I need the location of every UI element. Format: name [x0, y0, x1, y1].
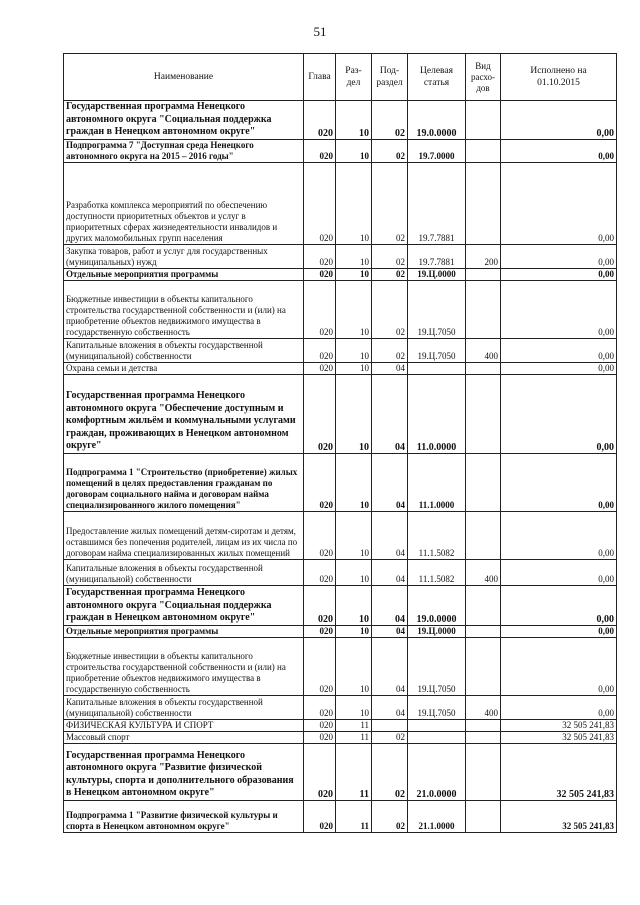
row-podrazdel: 04 — [372, 637, 408, 695]
row-vid — [466, 743, 501, 800]
row-glava: 020 — [304, 559, 336, 585]
row-podrazdel: 04 — [372, 695, 408, 719]
row-razdel: 10 — [336, 559, 372, 585]
row-name: Государственная программа Ненецкого автономного округа "Развитие физической культуры, спорта и дополнительного образования в Ненецком автономном округе" — [64, 743, 304, 800]
header-ispolneno: Исполнено на 01.10.2015 — [501, 54, 617, 101]
row-glava: 020 — [304, 374, 336, 453]
row-vid — [466, 511, 501, 559]
row-razdel: 10 — [336, 511, 372, 559]
row-name: Охрана семьи и детства — [64, 362, 304, 374]
row-vid: 200 — [466, 244, 501, 268]
row-statya: 21.0.0000 — [408, 743, 466, 800]
row-podrazdel: 04 — [372, 374, 408, 453]
row-name: Государственная программа Ненецкого автономного округа "Обеспечение доступным и комфортным жильём и коммунальными услугами граждан, проживающих в Ненецком автономном округе" — [64, 374, 304, 453]
row-vid — [466, 719, 501, 731]
row-glava: 020 — [304, 139, 336, 162]
row-statya — [408, 719, 466, 731]
row-vid — [466, 280, 501, 338]
table-row — [64, 338, 617, 362]
row-razdel: 11 — [336, 800, 372, 832]
table-row — [64, 101, 617, 140]
row-glava: 020 — [304, 101, 336, 140]
header-glava: Глава — [304, 54, 336, 101]
row-value: 0,00 — [501, 374, 617, 453]
budget-table — [63, 53, 617, 833]
row-glava: 020 — [304, 511, 336, 559]
row-name: Капитальные вложения в объекты государственной (муниципальной) собственности — [64, 559, 304, 585]
row-statya — [408, 362, 466, 374]
row-vid — [466, 362, 501, 374]
row-value: 32 505 241,83 — [501, 743, 617, 800]
row-podrazdel: 02 — [372, 139, 408, 162]
row-statya: 19.Ц.0000 — [408, 268, 466, 280]
row-podrazdel: 02 — [372, 244, 408, 268]
row-name: Отдельные мероприятия программы — [64, 268, 304, 280]
row-statya: 11.1.5082 — [408, 559, 466, 585]
row-vid — [466, 374, 501, 453]
table-row — [64, 625, 617, 637]
row-value: 0,00 — [501, 268, 617, 280]
header-name: Наименование — [64, 54, 304, 101]
row-value: 0,00 — [501, 280, 617, 338]
row-vid — [466, 800, 501, 832]
row-razdel: 11 — [336, 743, 372, 800]
row-statya: 21.1.0000 — [408, 800, 466, 832]
row-razdel: 10 — [336, 338, 372, 362]
row-razdel: 11 — [336, 719, 372, 731]
row-value: 0,00 — [501, 101, 617, 140]
row-razdel: 10 — [336, 244, 372, 268]
row-statya: 19.7.7881 — [408, 162, 466, 244]
row-podrazdel: 02 — [372, 338, 408, 362]
row-glava: 020 — [304, 268, 336, 280]
row-vid — [466, 162, 501, 244]
row-vid: 400 — [466, 695, 501, 719]
table-row — [64, 559, 617, 585]
row-razdel: 10 — [336, 637, 372, 695]
row-statya — [408, 731, 466, 743]
row-glava: 020 — [304, 695, 336, 719]
row-value: 0,00 — [501, 453, 617, 511]
row-name: Подпрограмма 1 "Строительство (приобретение) жилых помещений в целях предоставления гражданам по договорам социального найма и договорам найма специализированного жилого помещения" — [64, 453, 304, 511]
table-row — [64, 280, 617, 338]
row-statya: 11.1.5082 — [408, 511, 466, 559]
row-name: Разработка комплекса мероприятий по обеспечению доступности приоритетных объектов и услуг в приоритетных сферах жизнедеятельности инвалидов и других маломобильных групп населения — [64, 162, 304, 244]
row-razdel: 10 — [336, 280, 372, 338]
row-value: 0,00 — [501, 511, 617, 559]
row-razdel: 10 — [336, 625, 372, 637]
row-statya: 19.Ц.7050 — [408, 280, 466, 338]
row-value: 32 505 241,83 — [501, 800, 617, 832]
row-glava: 020 — [304, 719, 336, 731]
row-razdel: 10 — [336, 585, 372, 625]
row-vid: 400 — [466, 559, 501, 585]
row-statya: 11.1.0000 — [408, 453, 466, 511]
row-glava: 020 — [304, 800, 336, 832]
row-name: Предоставление жилых помещений детям-сиротам и детям, оставшимся без попечения родителей, лицам из их числа по договорам найма специализированных жилых помещений — [64, 511, 304, 559]
table-row — [64, 743, 617, 800]
row-razdel: 11 — [336, 731, 372, 743]
row-razdel: 10 — [336, 374, 372, 453]
row-podrazdel: 02 — [372, 731, 408, 743]
row-glava: 020 — [304, 244, 336, 268]
row-podrazdel: 04 — [372, 453, 408, 511]
row-name: Капитальные вложения в объекты государственной (муниципальной) собственности — [64, 338, 304, 362]
page-number: 51 — [313, 24, 327, 39]
row-glava: 020 — [304, 162, 336, 244]
table-row — [64, 695, 617, 719]
row-podrazdel: 04 — [372, 559, 408, 585]
row-glava: 020 — [304, 731, 336, 743]
row-name: Подпрограмма 7 "Доступная среда Ненецкого автономного округа на 2015 – 2016 годы" — [64, 139, 304, 162]
row-razdel: 10 — [336, 101, 372, 140]
table-row — [64, 162, 617, 244]
table-row — [64, 585, 617, 625]
row-value: 0,00 — [501, 244, 617, 268]
row-vid — [466, 585, 501, 625]
row-podrazdel: 04 — [372, 625, 408, 637]
row-value: 0,00 — [501, 162, 617, 244]
row-podrazdel: 04 — [372, 585, 408, 625]
table-row — [64, 800, 617, 832]
header-vid: Вид расхо- дов — [466, 54, 501, 101]
row-vid — [466, 268, 501, 280]
row-value: 0,00 — [501, 625, 617, 637]
row-value: 32 505 241,83 — [501, 731, 617, 743]
row-podrazdel: 02 — [372, 280, 408, 338]
row-name: Подпрограмма 1 "Развитие физической культуры и спорта в Ненецком автономном округе" — [64, 800, 304, 832]
row-name: Государственная программа Ненецкого автономного округа "Социальная поддержка граждан в Ненецком автономном округе" — [64, 585, 304, 625]
table-row — [64, 511, 617, 559]
row-razdel: 10 — [336, 162, 372, 244]
table-row — [64, 374, 617, 453]
row-glava: 020 — [304, 637, 336, 695]
row-podrazdel: 04 — [372, 362, 408, 374]
row-name: Бюджетные инвестиции в объекты капитального строительства государственной собственности и (или) на приобретение объектов недвижимого имущества в государственную собственность — [64, 637, 304, 695]
row-vid — [466, 731, 501, 743]
row-value: 0,00 — [501, 139, 617, 162]
row-podrazdel: 02 — [372, 800, 408, 832]
row-statya: 19.0.0000 — [408, 101, 466, 140]
row-vid: 400 — [466, 338, 501, 362]
table-row — [64, 731, 617, 743]
header-razdel: Раз- дел — [336, 54, 372, 101]
row-statya: 19.Ц.7050 — [408, 695, 466, 719]
row-statya: 11.0.0000 — [408, 374, 466, 453]
row-vid — [466, 101, 501, 140]
row-podrazdel: 02 — [372, 743, 408, 800]
row-glava: 020 — [304, 338, 336, 362]
table-row — [64, 244, 617, 268]
row-glava: 020 — [304, 625, 336, 637]
row-name: Капитальные вложения в объекты государственной (муниципальной) собственности — [64, 695, 304, 719]
row-name: Закупка товаров, работ и услуг для государственных (муниципальных) нужд — [64, 244, 304, 268]
row-statya: 19.Ц.7050 — [408, 637, 466, 695]
row-glava: 020 — [304, 743, 336, 800]
table-row — [64, 362, 617, 374]
row-name: Массовый спорт — [64, 731, 304, 743]
row-razdel: 10 — [336, 695, 372, 719]
row-podrazdel: 02 — [372, 268, 408, 280]
row-glava: 020 — [304, 362, 336, 374]
row-razdel: 10 — [336, 453, 372, 511]
row-name: Отдельные мероприятия программы — [64, 625, 304, 637]
row-podrazdel — [372, 719, 408, 731]
row-glava: 020 — [304, 280, 336, 338]
row-value: 0,00 — [501, 585, 617, 625]
row-podrazdel: 02 — [372, 101, 408, 140]
row-razdel: 10 — [336, 362, 372, 374]
table-header-row — [64, 54, 617, 101]
row-statya: 19.Ц.7050 — [408, 338, 466, 362]
row-razdel: 10 — [336, 139, 372, 162]
row-name: Бюджетные инвестиции в объекты капитального строительства государственной собственности и (или) на приобретение объектов недвижимого имущества в государственную собственность — [64, 280, 304, 338]
row-statya: 19.7.7881 — [408, 244, 466, 268]
row-podrazdel: 02 — [372, 162, 408, 244]
row-name: ФИЗИЧЕСКАЯ КУЛЬТУРА И СПОРТ — [64, 719, 304, 731]
row-podrazdel: 04 — [372, 511, 408, 559]
header-statya: Целевая статья — [408, 54, 466, 101]
header-podrazdel: Под- раздел — [372, 54, 408, 101]
row-value: 0,00 — [501, 637, 617, 695]
row-value: 0,00 — [501, 559, 617, 585]
table-row — [64, 139, 617, 162]
row-name: Государственная программа Ненецкого автономного округа "Социальная поддержка граждан в Ненецком автономном округе" — [64, 101, 304, 140]
row-glava: 020 — [304, 453, 336, 511]
table-row — [64, 268, 617, 280]
row-vid — [466, 453, 501, 511]
row-value: 32 505 241,83 — [501, 719, 617, 731]
row-statya: 19.7.0000 — [408, 139, 466, 162]
table-row — [64, 637, 617, 695]
row-value: 0,00 — [501, 362, 617, 374]
row-razdel: 10 — [336, 268, 372, 280]
row-statya: 19.Ц.0000 — [408, 625, 466, 637]
row-value: 0,00 — [501, 695, 617, 719]
table-row — [64, 719, 617, 731]
row-statya: 19.0.0000 — [408, 585, 466, 625]
row-vid — [466, 625, 501, 637]
row-glava: 020 — [304, 585, 336, 625]
row-value: 0,00 — [501, 338, 617, 362]
row-vid — [466, 139, 501, 162]
table-row — [64, 453, 617, 511]
row-vid — [466, 637, 501, 695]
